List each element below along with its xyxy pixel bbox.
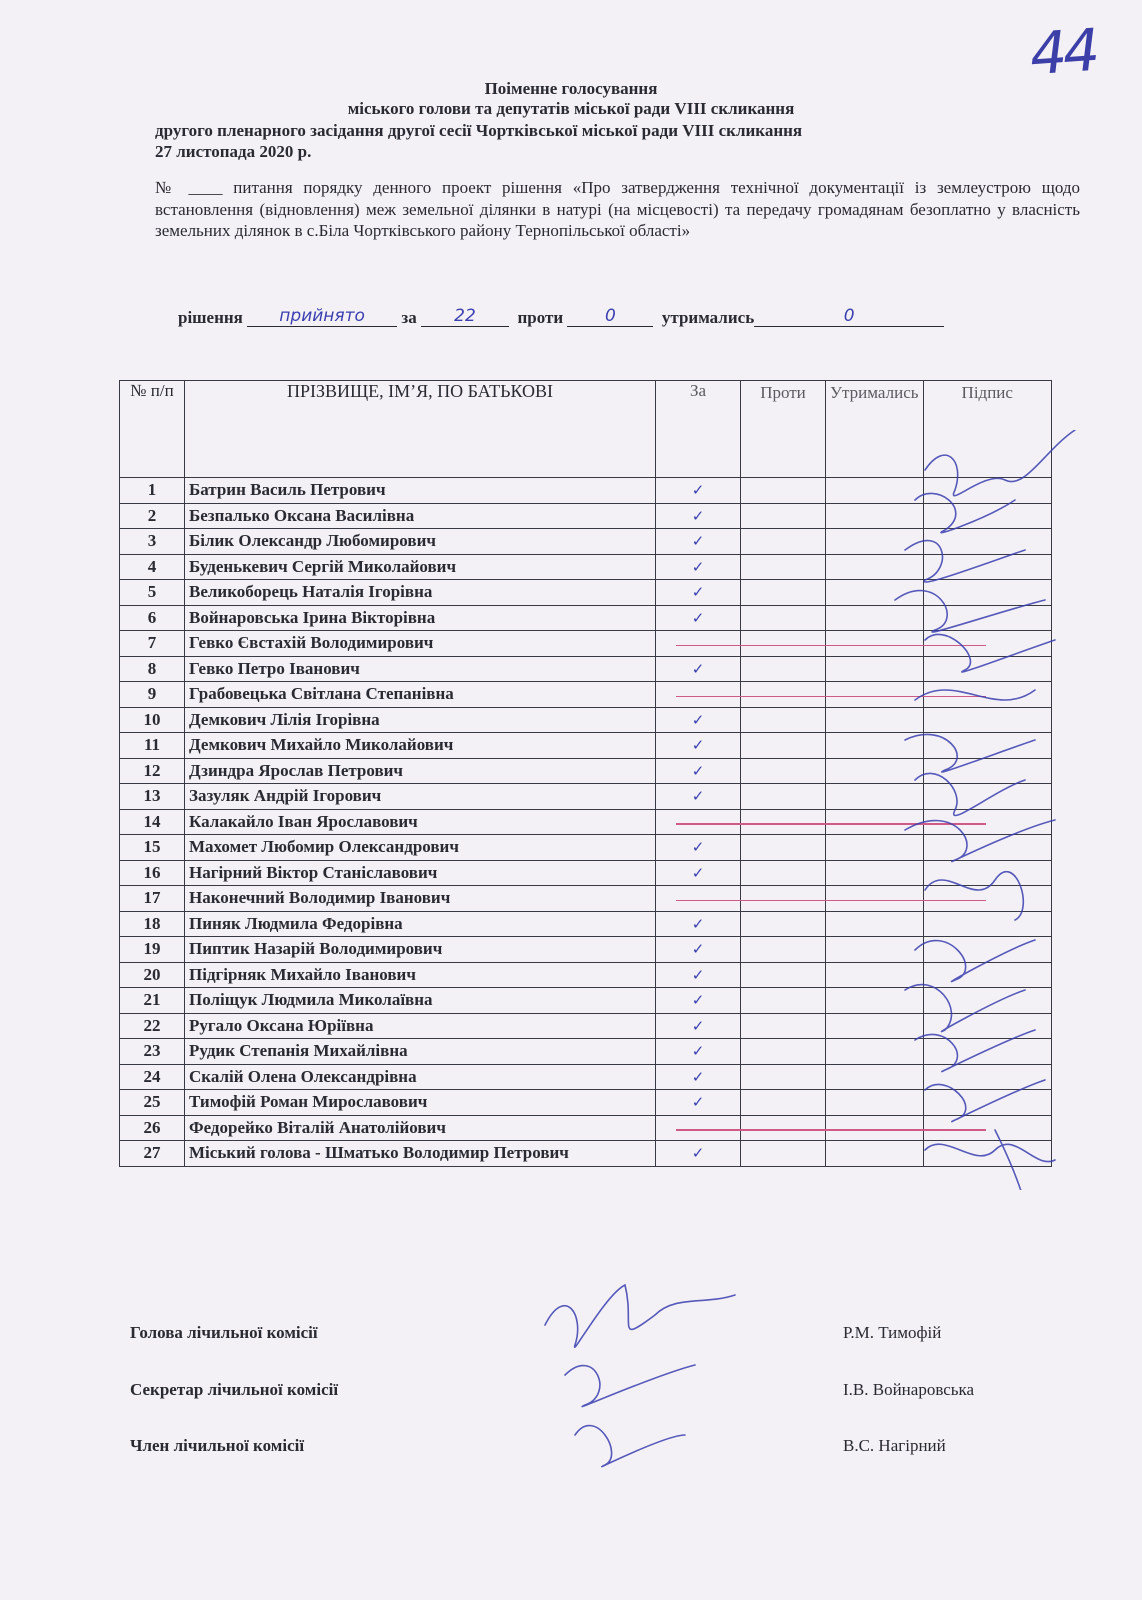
document-subtitle: міського голови та депутатів міської ради VIII скликання xyxy=(347,99,795,118)
header-num: № п/п xyxy=(120,381,185,478)
vote-for-mark: ✓ xyxy=(656,503,741,529)
member-name: Батрин Василь Петрович xyxy=(185,478,656,504)
vote-against-cell xyxy=(741,478,826,504)
vote-for-mark: ✓ xyxy=(656,784,741,810)
vote-against-cell xyxy=(741,937,826,963)
row-number: 15 xyxy=(120,835,185,861)
member-name: В.С. Нагірний xyxy=(843,1436,946,1455)
vote-for-mark xyxy=(656,631,741,657)
vote-for-mark: ✓ xyxy=(656,1141,741,1167)
session-info xyxy=(155,120,1080,162)
vote-for-mark: ✓ xyxy=(656,937,741,963)
row-number: 17 xyxy=(120,886,185,912)
row-number: 11 xyxy=(120,733,185,759)
row-number: 20 xyxy=(120,962,185,988)
row-number: 18 xyxy=(120,911,185,937)
for-label: за xyxy=(401,308,417,327)
vote-for-mark: ✓ xyxy=(656,656,741,682)
chair-label: Голова лічильної комісії xyxy=(130,1323,318,1342)
vote-for-mark: ✓ xyxy=(656,605,741,631)
for-count: 22 xyxy=(421,306,509,327)
vote-against-cell xyxy=(741,656,826,682)
row-number: 16 xyxy=(120,860,185,886)
header-for: За xyxy=(656,381,741,478)
row-number: 24 xyxy=(120,1064,185,1090)
decision-summary xyxy=(178,308,1058,329)
row-number: 10 xyxy=(120,707,185,733)
abstain-count: 0 xyxy=(754,306,944,327)
session-line: другого пленарного засідання другої сесії Чортківської міської ради VIII скликання xyxy=(155,121,803,140)
member-name: Грабовецька Світлана Степанівна xyxy=(185,682,656,708)
member-name: Пиптик Назарій Володимирович xyxy=(185,937,656,963)
vote-for-mark: ✓ xyxy=(656,733,741,759)
agenda-question: № ____ питання порядку денного проект рішення «Про затвердження технічної документації із землеустрою щодо встановлення (відновлення) меж земельної ділянки в натурі (на місцевості) та передачу громадянам безоплатно у власність земельних ділянок в с.Біла Чортківського району Тернопільської області» xyxy=(155,178,1080,240)
member-name: Гевко Євстахій Володимирович xyxy=(185,631,656,657)
member-name: Скалій Олена Олександрівна xyxy=(185,1064,656,1090)
vote-against-cell xyxy=(741,962,826,988)
member-name: Демкович Михайло Миколайович xyxy=(185,733,656,759)
secretary-label: Секретар лічильної комісії xyxy=(130,1380,339,1399)
vote-against-cell xyxy=(741,631,826,657)
row-number: 13 xyxy=(120,784,185,810)
vote-for-mark: ✓ xyxy=(656,554,741,580)
vote-against-cell xyxy=(741,835,826,861)
row-number: 22 xyxy=(120,1013,185,1039)
against-count: 0 xyxy=(567,306,653,327)
member-name: Рудик Степанія Михайлівна xyxy=(185,1039,656,1065)
vote-for-mark: ✓ xyxy=(656,911,741,937)
vote-for-mark: ✓ xyxy=(656,1090,741,1116)
row-number: 2 xyxy=(120,503,185,529)
vote-for-mark xyxy=(656,682,741,708)
vote-against-cell xyxy=(741,809,826,835)
row-number: 9 xyxy=(120,682,185,708)
vote-for-mark: ✓ xyxy=(656,580,741,606)
vote-against-cell xyxy=(741,1090,826,1116)
vote-against-cell xyxy=(741,988,826,1014)
member-name: Наконечний Володимир Іванович xyxy=(185,886,656,912)
vote-for-mark: ✓ xyxy=(656,860,741,886)
vote-for-mark: ✓ xyxy=(656,478,741,504)
vote-against-cell xyxy=(741,580,826,606)
vote-against-cell xyxy=(741,1013,826,1039)
member-name: Войнаровська Ірина Вікторівна xyxy=(185,605,656,631)
signatures-column xyxy=(885,430,1085,1190)
member-name: Ругало Оксана Юріївна xyxy=(185,1013,656,1039)
vote-against-cell xyxy=(741,503,826,529)
vote-against-cell xyxy=(741,1064,826,1090)
decision-label: рішення xyxy=(178,308,243,327)
vote-against-cell xyxy=(741,860,826,886)
vote-for-mark xyxy=(656,886,741,912)
member-name: Буденькевич Сергій Миколайович xyxy=(185,554,656,580)
vote-for-mark xyxy=(656,809,741,835)
vote-against-cell xyxy=(741,1039,826,1065)
vote-for-mark: ✓ xyxy=(656,1013,741,1039)
vote-for-mark: ✓ xyxy=(656,962,741,988)
header-signature: Підпис xyxy=(923,381,1052,478)
against-label: проти xyxy=(517,308,564,327)
abstain-label: утримались xyxy=(661,308,755,327)
member-label: Член лічильної комісії xyxy=(130,1436,305,1455)
vote-for-mark: ✓ xyxy=(656,988,741,1014)
vote-against-cell xyxy=(741,707,826,733)
row-number: 6 xyxy=(120,605,185,631)
vote-for-mark: ✓ xyxy=(656,529,741,555)
document-title: Поіменне голосування xyxy=(484,79,658,98)
vote-against-cell xyxy=(741,911,826,937)
vote-against-cell xyxy=(741,733,826,759)
row-number: 25 xyxy=(120,1090,185,1116)
vote-for-mark: ✓ xyxy=(656,707,741,733)
member-name: Підгірняк Михайло Іванович xyxy=(185,962,656,988)
row-number: 4 xyxy=(120,554,185,580)
row-number: 3 xyxy=(120,529,185,555)
member-name: Безпалько Оксана Василівна xyxy=(185,503,656,529)
row-number: 5 xyxy=(120,580,185,606)
header-against: Проти xyxy=(741,381,826,478)
vote-against-cell xyxy=(741,1115,826,1141)
vote-against-cell xyxy=(741,1141,826,1167)
decision-value: прийнято xyxy=(247,306,397,327)
vote-against-cell xyxy=(741,529,826,555)
vote-against-cell xyxy=(741,784,826,810)
row-number: 21 xyxy=(120,988,185,1014)
commission-signatures xyxy=(525,1265,745,1475)
member-name: Демкович Лілія Ігорівна xyxy=(185,707,656,733)
member-name: Федорейко Віталій Анатолійович xyxy=(185,1115,656,1141)
handwritten-page-number: 44 xyxy=(1027,15,1099,89)
session-date: 27 листопада 2020 р. xyxy=(155,142,312,161)
row-number: 7 xyxy=(120,631,185,657)
vote-for-mark: ✓ xyxy=(656,1039,741,1065)
member-name: Калакайло Іван Ярославович xyxy=(185,809,656,835)
member-name: Нагірний Віктор Станіславович xyxy=(185,860,656,886)
row-number: 19 xyxy=(120,937,185,963)
member-name: Білик Олександр Любомирович xyxy=(185,529,656,555)
vote-for-mark: ✓ xyxy=(656,758,741,784)
member-name: Дзиндра Ярослав Петрович xyxy=(185,758,656,784)
row-number: 8 xyxy=(120,656,185,682)
vote-against-cell xyxy=(741,682,826,708)
member-name: Гевко Петро Іванович xyxy=(185,656,656,682)
row-number: 1 xyxy=(120,478,185,504)
vote-for-mark: ✓ xyxy=(656,835,741,861)
row-number: 23 xyxy=(120,1039,185,1065)
chair-name: Р.М. Тимофій xyxy=(843,1323,942,1342)
vote-against-cell xyxy=(741,758,826,784)
member-name: Махомет Любомир Олександрович xyxy=(185,835,656,861)
header-abstain: Утримались xyxy=(826,381,924,478)
secretary-name: І.В. Войнаровська xyxy=(843,1380,975,1399)
vote-against-cell xyxy=(741,605,826,631)
member-name: Поліщук Людмила Миколаївна xyxy=(185,988,656,1014)
vote-for-mark: ✓ xyxy=(656,1064,741,1090)
member-name: Пиняк Людмила Федорівна xyxy=(185,911,656,937)
member-name: Великоборець Наталія Ігорівна xyxy=(185,580,656,606)
row-number: 27 xyxy=(120,1141,185,1167)
header-name: ПРІЗВИЩЕ, ІМ’Я, ПО БАТЬКОВІ xyxy=(185,381,656,478)
member-name: Тимофій Роман Мирославович xyxy=(185,1090,656,1116)
member-name: Міський голова - Шматько Володимир Петрович xyxy=(185,1141,656,1167)
member-name: Зазуляк Андрій Ігорович xyxy=(185,784,656,810)
row-number: 12 xyxy=(120,758,185,784)
vote-for-mark xyxy=(656,1115,741,1141)
vote-against-cell xyxy=(741,886,826,912)
vote-against-cell xyxy=(741,554,826,580)
row-number: 26 xyxy=(120,1115,185,1141)
row-number: 14 xyxy=(120,809,185,835)
